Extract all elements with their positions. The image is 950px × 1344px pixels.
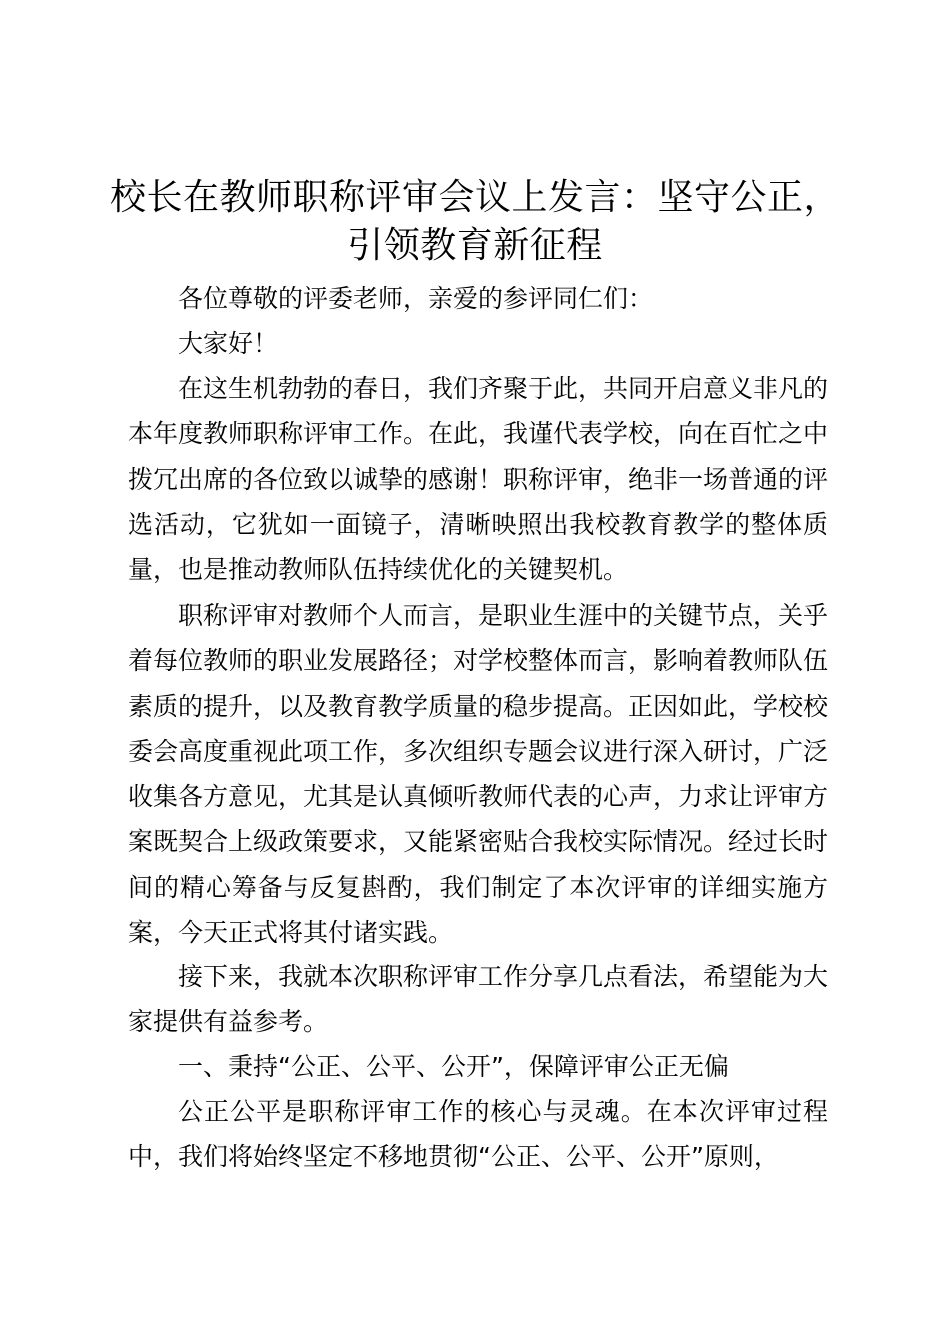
section-1-heading: 一、秉持“公正、公平、公开”，保障评审公正无偏: [178, 1052, 729, 1081]
document-title-line-2: 引领教育新征程: [347, 225, 603, 266]
document-title-line-1: 校长在教师职称评审会议上发言：坚守公正，: [110, 177, 841, 218]
salutation: 各位尊敬的评委老师，亲爱的参评同仁们：: [178, 284, 654, 313]
paragraph-2: 职称评审对教师个人而言，是职业生涯中的关键节点，关乎着每位教师的职业发展路径；对学校整体而言，影响着教师队伍素质的提升，以及教育教学质量的稳步提高。正因如此，学校校委会高度重视此项工作，多次组织专题会议进行深入研讨，广泛收集各方意见，尤其是认真倾听教师代表的心声，力求让评审方案既契合上级政策要求，又能紧密贴合我校实际情况。经过长时间的精心筹备与反复斟酌，我们制定了本次评审的详细实施方案，今天正式将其付诸实践。: [128, 601, 829, 948]
greeting: 大家好！: [178, 329, 279, 358]
paragraph-1: 在这生机勃勃的春日，我们齐聚于此，共同开启意义非凡的本年度教师职称评审工作。在此，我谨代表学校，向在百忙之中拨冗出席的各位致以诚挚的感谢！职称评审，绝非一场普通的评选活动，它犹如一面镜子，清晰映照出我校教育教学的整体质量，也是推动教师队伍持续优化的关键契机。: [128, 374, 829, 585]
paragraph-3: 接下来，我就本次职称评审工作分享几点看法，希望能为大家提供有益参考。: [128, 962, 829, 1037]
paragraph-4: 公正公平是职称评审工作的核心与灵魂。在本次评审过程中，我们将始终坚定不移地贯彻“公正、公平、公开”原则，: [128, 1097, 828, 1172]
